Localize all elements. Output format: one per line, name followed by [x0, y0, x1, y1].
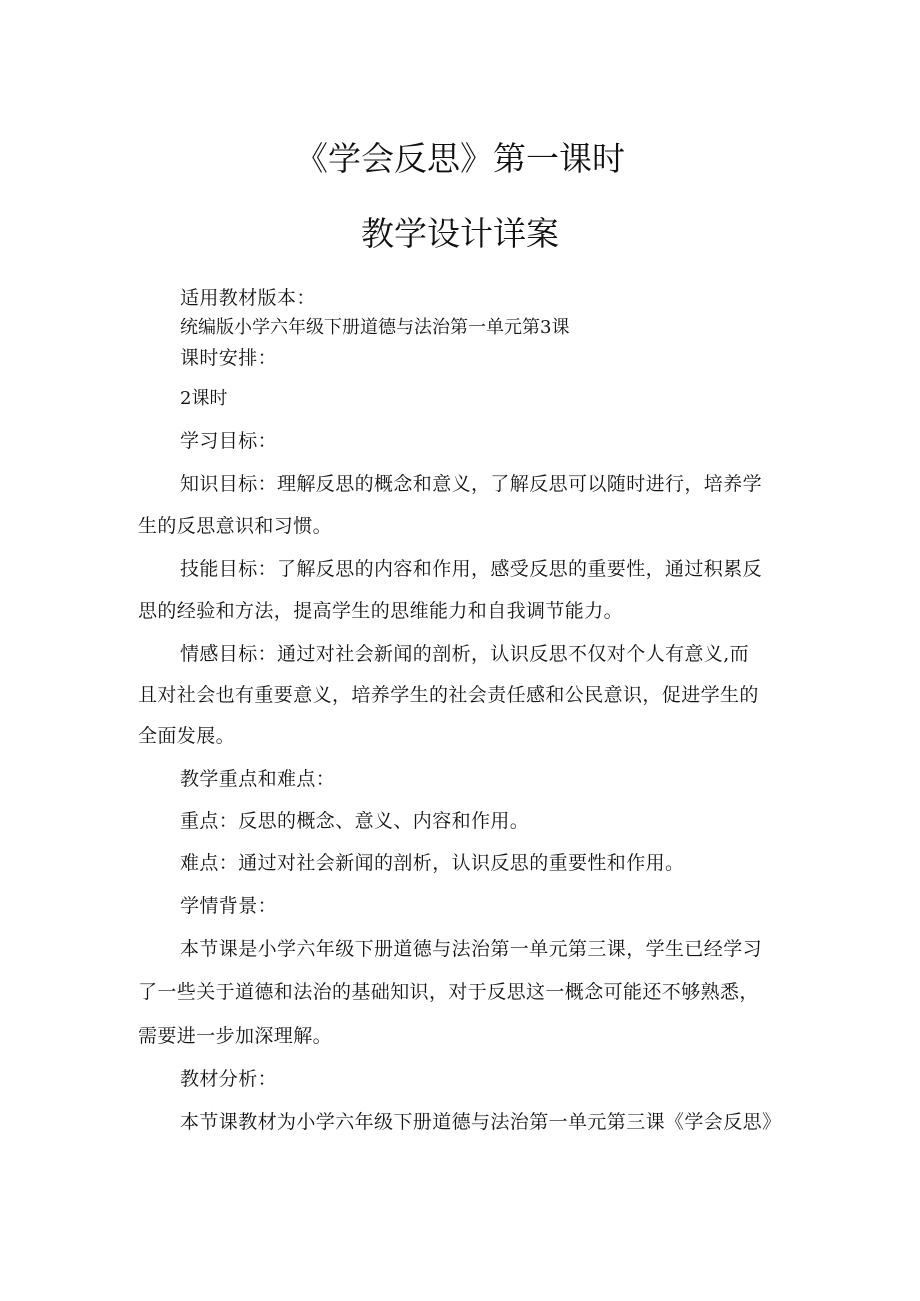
label-key-points: 教学重点和难点：: [180, 768, 336, 790]
paragraph-line: 本节课是小学六年级下册道德与法治第一单元第三课，学生已经学习: [180, 938, 763, 960]
paragraph-line: 技能目标：了解反思的内容和作用，感受反思的重要性，通过积累反: [180, 558, 763, 580]
paragraph-line: 生的反思意识和习惯。: [138, 515, 333, 537]
paragraph-line: 了一些关于道德和法治的基础知识，对于反思这一概念可能还不够熟悉，: [138, 981, 759, 1003]
paragraph-line: 且对社会也有重要意义，培养学生的社会责任感和公民意识，促进学生的: [138, 684, 759, 706]
label-learner-background: 学情背景：: [180, 895, 278, 917]
textbook-version-value: 统编版小学六年级下册道德与法治第一单元第3课: [180, 317, 570, 338]
paragraph-line: 本节课教材为小学六年级下册道德与法治第一单元第三课《学会反思》: [180, 1111, 782, 1133]
paragraph-line: 重点：反思的概念、意义、内容和作用。: [180, 810, 530, 832]
paragraph-line: 全面发展。: [138, 725, 236, 747]
document-subtitle: 教学设计详案: [361, 214, 559, 253]
label-textbook-analysis: 教材分析：: [180, 1068, 278, 1090]
paragraph-line: 情感目标：通过对社会新闻的剖析，认识反思不仅对个人有意义,而: [180, 643, 750, 665]
paragraph-line: 思的经验和方法，提高学生的思维能力和自我调节能力。: [138, 600, 624, 622]
class-hours-value: 2课时: [180, 388, 228, 409]
document-title: 《学会反思》第一课时: [295, 139, 625, 178]
paragraph-line: 知识目标：理解反思的概念和意义，了解反思可以随时进行，培养学: [180, 473, 763, 495]
label-class-hours: 课时安排：: [180, 347, 278, 369]
label-learning-objectives: 学习目标：: [180, 430, 278, 452]
paragraph-line: 需要进一步加深理解。: [138, 1025, 333, 1047]
label-textbook-version: 适用教材版本：: [180, 287, 316, 309]
paragraph-line: 难点：通过对社会新闻的剖析，认识反思的重要性和作用。: [180, 852, 685, 874]
